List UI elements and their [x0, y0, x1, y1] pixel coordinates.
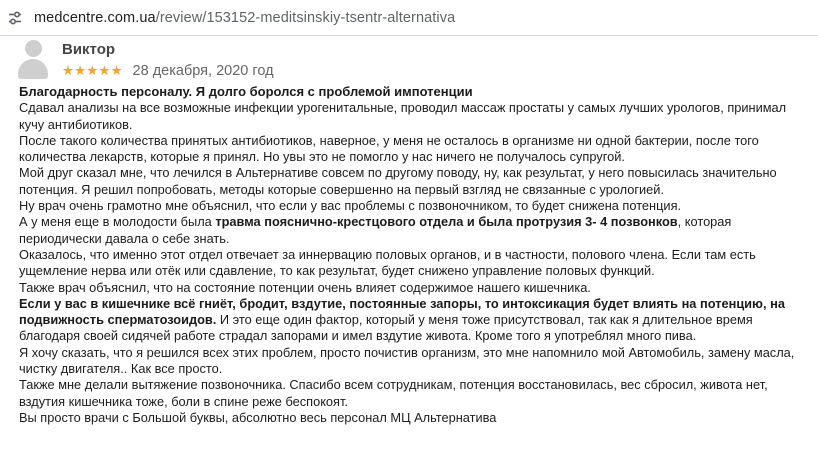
paragraph-text: И это еще один фактор, который у меня тоже присутствовал, так как я длительное время благодаря своей сидячей работе страдал запорами и имел вздутие живота. Кроме того я употреблял много пива. — [19, 312, 753, 344]
url-text[interactable] — [34, 10, 455, 26]
url-domain: medcentre.com.ua — [34, 9, 156, 26]
star-rating — [62, 64, 123, 78]
review-paragraph: Мой друг сказал мне, что лечился в Альтернативе совсем по другому поводу, ну, как результат, у него повысилась значительно потенция. Я решил попробовать, методы которые совершенно на первый взгляд не связанные с урологией. — [19, 165, 777, 197]
paragraph-emphasis: травма пояснично-крестцового отдела и была протрузия 3- 4 позвонков — [215, 214, 678, 230]
review-paragraph: Я хочу сказать, что я решился всех этих проблем, просто почистив организм, это мне напомнило мой Автомобиль, замену масла, чистку двигателя.. Как все просто. — [19, 344, 795, 377]
star-icon: ★ — [74, 63, 87, 78]
review-paragraph — [19, 214, 809, 247]
site-info-tune-icon[interactable] — [6, 9, 24, 27]
review-body — [19, 84, 809, 426]
review-paragraph: После такого количества принятых антибиотиков, наверное, у меня не осталось в организме ни одной бактерии, после того количества лекарств, которые я принял. Но увы это не помогло у нас ничего не получалось супругой. — [19, 132, 759, 165]
user-placeholder-icon — [18, 40, 48, 80]
review-paragraph: Ну врач очень грамотно мне объяснил, что если у вас проблемы с позвоночником, то будет снижена потенция. — [19, 198, 682, 214]
paragraph-emphasis: Если у вас в кишечнике всё гниёт, бродит, вздутие, постоянные запоры, то интоксикация будет влиять на потенцию, на подвижность сперматозоидов. — [19, 295, 785, 328]
rating-row — [62, 63, 274, 79]
review-paragraph: Вы просто врачи с Большой буквы, абсолютно весь персонал МЦ Альтернатива — [19, 409, 497, 425]
review-paragraph: Сдавал анализы на все возможные инфекции урогенитальные, проводил массаж простаты у самых лучших урологов, принимал кучу антибиотиков. — [19, 100, 787, 132]
review-meta — [62, 40, 274, 82]
review-date: 28 декабря, 2020 год — [132, 63, 274, 79]
star-icon: ★ — [98, 63, 111, 78]
review-author: Виктор — [62, 41, 116, 58]
url-path: /review/153152-meditsinskiy-tsentr-alternativa — [155, 9, 456, 26]
review-title: Благодарность персоналу. Я долго боролся с проблемой импотенции — [19, 84, 473, 99]
paragraph-text: А у меня еще в молодости была — [19, 214, 216, 230]
review-paragraph — [19, 296, 809, 345]
star-icon: ★ — [62, 63, 75, 78]
address-bar[interactable] — [0, 0, 818, 36]
paragraph-text: , которая периодически давала о себе знать. — [19, 214, 732, 246]
star-icon: ★ — [86, 63, 99, 78]
review-paragraph: Также врач объяснил, что на состояние потенции очень влияет содержимое нашего кишечника. — [19, 279, 591, 295]
star-icon: ★ — [110, 63, 123, 78]
review-paragraph: Также мне делали вытяжение позвоночника. Спасибо всем сотрудникам, потенция восстановилась, вес сбросил, живота нет, вздутия кишечника тоже, боли в спине реже беспокоят. — [19, 377, 768, 409]
review-paragraph: Оказалось, что именно этот отдел отвечает за иннервацию половых органов, и в частности, полового члена. Если там есть ущемление нерва или отёк или сдавление, то как результат, будет снижено управление половых функций. — [19, 246, 756, 279]
review-header — [18, 40, 274, 82]
